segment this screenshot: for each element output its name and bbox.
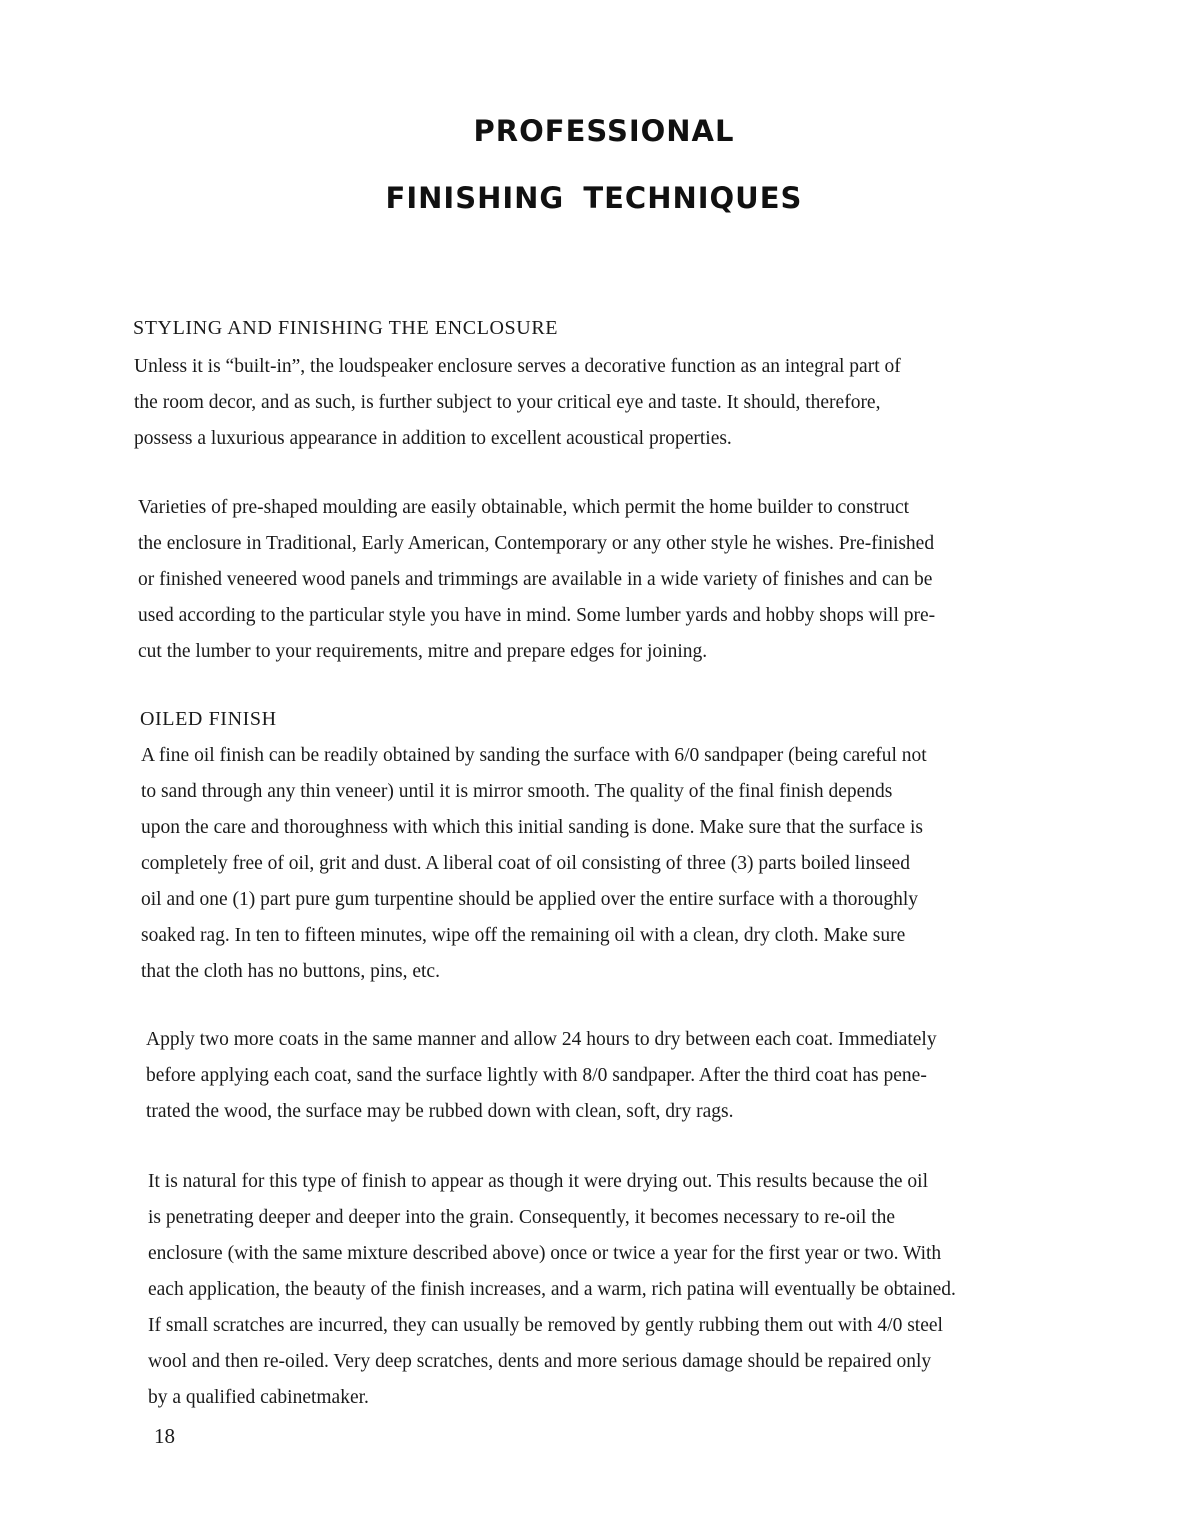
section-heading-oiled-finish: OILED FINISH [140,708,277,730]
text-line: by a qualified cabinetmaker. [148,1387,369,1408]
text-line: oil and one (1) part pure gum turpentine should be applied over the entire surface with a thoroughly [141,889,919,910]
text-line: Varieties of pre-shaped moulding are easily obtainable, which permit the home builder to construct [138,497,910,518]
text-line: is penetrating deeper and deeper into the grain. Consequently, it becomes necessary to re-oil the [148,1207,896,1228]
section-heading-styling: STYLING AND FINISHING THE ENCLOSURE [133,317,559,339]
text-line: A fine oil finish can be readily obtained by sanding the surface with 6/0 sandpaper (being careful not [141,745,927,766]
paragraph-oil-finish-method [141,738,927,990]
text-line: It is natural for this type of finish to appear as though it were drying out. This results because the oil [148,1171,929,1192]
text-line: completely free of oil, grit and dust. A liberal coat of oil consisting of three (3) parts boiled linseed [141,853,910,874]
paragraph-moulding [138,490,935,670]
text-line: the room decor, and as such, is further subject to your critical eye and taste. It should, therefore, [134,392,881,413]
paragraph-maintenance [148,1164,956,1416]
text-line: that the cloth has no buttons, pins, etc. [141,961,440,982]
text-line: upon the care and thoroughness with which this initial sanding is done. Make sure that the surface is [141,817,923,838]
text-line: soaked rag. In ten to fifteen minutes, wipe off the remaining oil with a clean, dry cloth. Make sure [141,925,906,946]
text-line: Apply two more coats in the same manner and allow 24 hours to dry between each coat. Immediately [146,1029,937,1050]
page-title-line-1: PROFESSIONAL [473,114,735,148]
text-line: each application, the beauty of the finish increases, and a warm, rich patina will eventually be obtained. [148,1279,956,1300]
text-line: or finished veneered wood panels and trimmings are available in a wide variety of finishes and can be [138,569,933,590]
paragraph-additional-coats [146,1022,937,1130]
text-line: before applying each coat, sand the surface lightly with 8/0 sandpaper. After the third coat has pene- [146,1065,927,1086]
text-line: If small scratches are incurred, they can usually be removed by gently rubbing them out with 4/0 steel [148,1315,943,1336]
text-line: enclosure (with the same mixture described above) once or twice a year for the first year or two. With [148,1243,942,1264]
text-line: cut the lumber to your requirements, mitre and prepare edges for joining. [138,641,708,662]
text-line: trated the wood, the surface may be rubbed down with clean, soft, dry rags. [146,1101,734,1122]
text-line: used according to the particular style you have in mind. Some lumber yards and hobby shops will pre- [138,605,936,626]
text-line: possess a luxurious appearance in addition to excellent acoustical properties. [134,428,732,449]
text-line: the enclosure in Traditional, Early American, Contemporary or any other style he wishes. Pre-finished [138,533,935,554]
text-line: wool and then re-oiled. Very deep scratches, dents and more serious damage should be repaired only [148,1351,932,1372]
page-title-line-2: FINISHING TECHNIQUES [385,181,803,215]
text-line: Unless it is “built-in”, the loudspeaker enclosure serves a decorative function as an integral part of [134,356,901,377]
text-line: to sand through any thin veneer) until it is mirror smooth. The quality of the final finish depends [141,781,893,802]
paragraph-styling-intro [134,349,901,457]
page-number: 18 [154,1424,175,1448]
